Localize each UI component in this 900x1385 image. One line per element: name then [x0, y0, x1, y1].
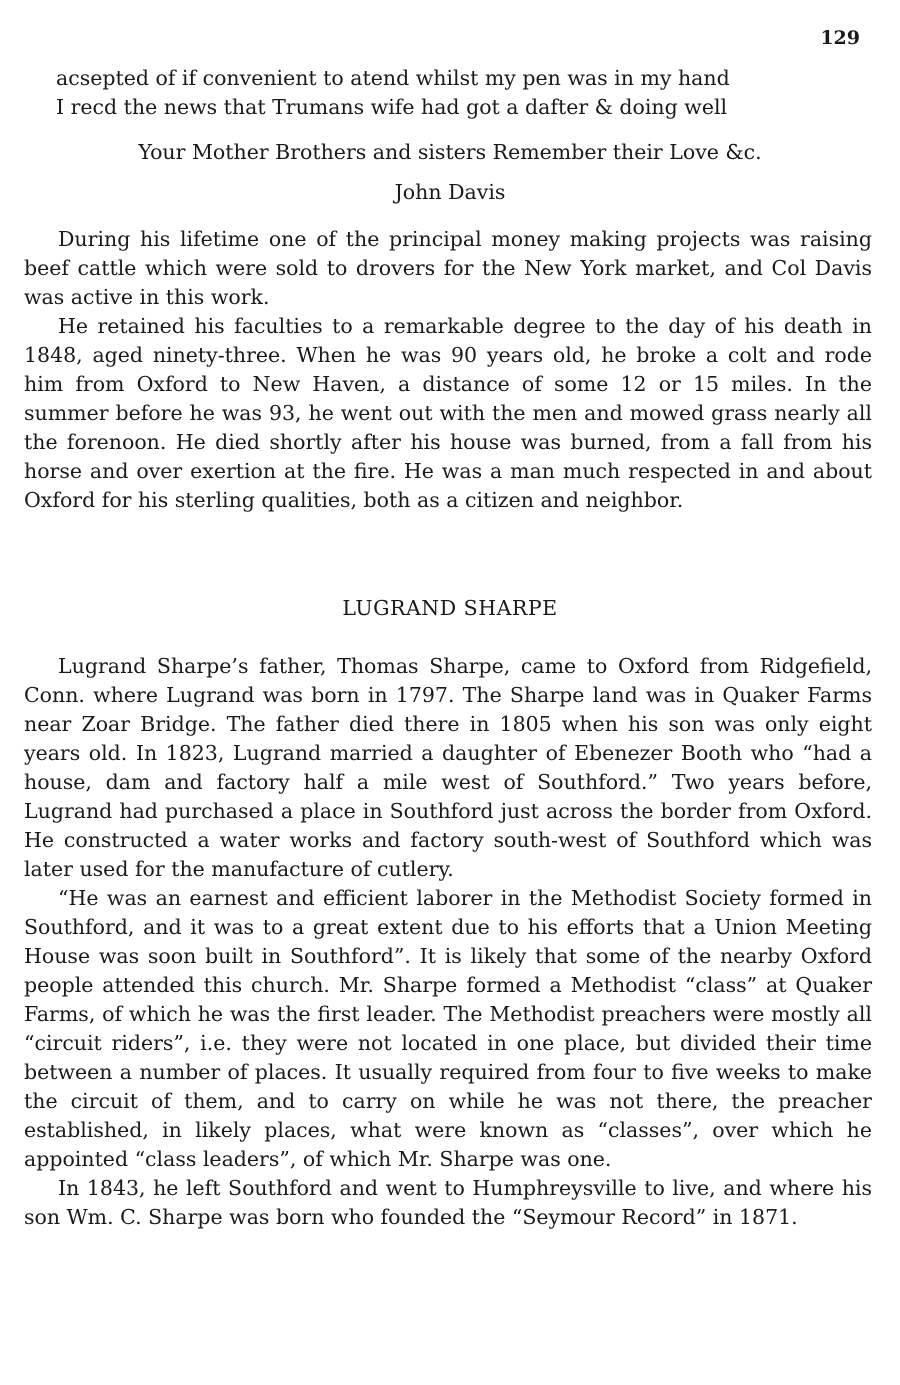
- letter-line: I recd the news that Trumans wife had got a dafter & doing well: [56, 95, 728, 119]
- sharpe-section: [24, 652, 872, 1232]
- letter-closing: Your Mother Brothers and sisters Remember their Love &c.: [138, 140, 762, 164]
- section-heading: LUGRAND SHARPE: [342, 596, 558, 620]
- letter-signature: John Davis: [394, 180, 506, 204]
- body-paragraph: During his lifetime one of the principal money making projects was raising beef cattle which were sold to drovers for the New York market, and Col Davis was active in this work.: [24, 227, 872, 309]
- davis-section: [24, 225, 872, 515]
- page-number: 129: [820, 27, 860, 49]
- body-paragraph: He retained his faculties to a remarkable degree to the day of his death in 1848, aged ninety-three. When he was 90 years old, he broke a colt and rode him from Oxford to New Haven, a distance of some 12 or 15 miles. In the summer before he was 93, he went out with the men and mowed grass nearly all the forenoon. He died shortly after his house was burned, from a fall from his horse and over exertion at the fire. He was a man much respected in and about Oxford for his sterling qualities, both as a citizen and neighbor.: [24, 314, 872, 512]
- body-paragraph: “He was an earnest and efficient laborer in the Methodist Society formed in Southford, and it was to a great extent due to his efforts that a Union Meeting House was soon built in Southford”. It is likely that some of the nearby Oxford people attended this church. Mr. Sharpe formed a Methodist “class” at Quaker Farms, of which he was the first leader. The Methodist preachers were mostly all “circuit riders”, i.e. they were not located in one place, but divided their time between a number of places. It usually required from four to five weeks to make the circuit of them, and to carry on while he was not there, the preacher established, in likely places, what were known as “classes”, over which he appointed “class leaders”, of which Mr. Sharpe was one.: [24, 886, 872, 1171]
- letter-line: acsepted of if convenient to atend whilst my pen was in my hand: [56, 66, 730, 90]
- body-paragraph: In 1843, he left Southford and went to Humphreysville to live, and where his son Wm. C. Sharpe was born who founded the “Seymour Record” in 1871.: [24, 1176, 872, 1229]
- body-paragraph: Lugrand Sharpe’s father, Thomas Sharpe, came to Oxford from Ridgefield, Conn. where Lugrand was born in 1797. The Sharpe land was in Quaker Farms near Zoar Bridge. The father died there in 1805 when his son was only eight years old. In 1823, Lugrand married a daughter of Ebenezer Booth who “had a house, dam and factory half a mile west of Southford.” Two years before, Lugrand had purchased a place in Southford just across the border from Oxford. He constructed a water works and factory south-west of Southford which was later used for the manufacture of cutlery.: [24, 654, 872, 881]
- letter-excerpt: [56, 64, 872, 122]
